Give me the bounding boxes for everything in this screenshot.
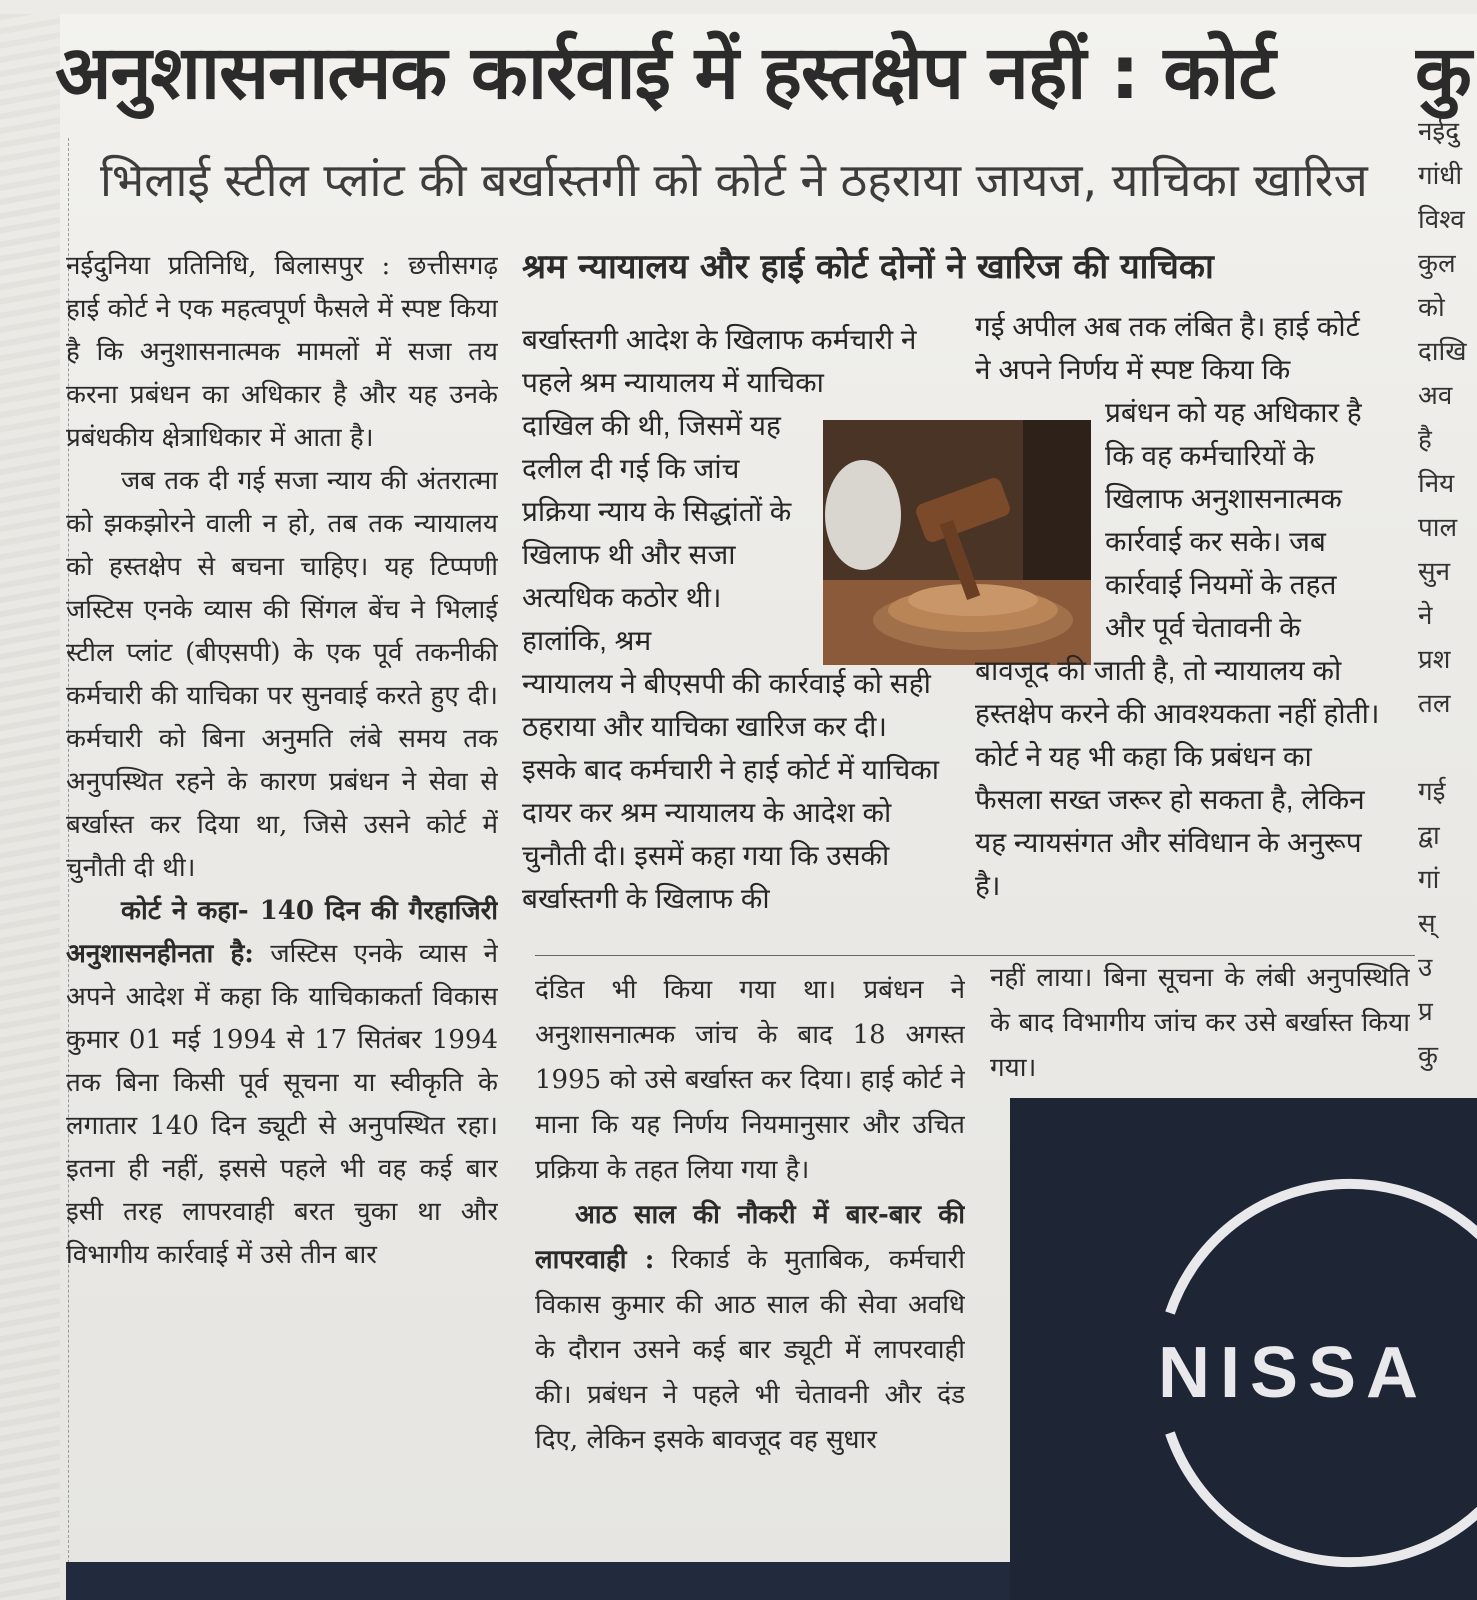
adjacent-line: द्वा <box>1418 821 1440 851</box>
adjacent-line: दाखि <box>1418 337 1467 367</box>
middle-paragraph-2 <box>535 1193 965 1463</box>
adjacent-line: को <box>1418 293 1445 323</box>
box-col1-text-c: न्यायालय ने बीएसपी की कार्रवाई को सही ठहराया और याचिका खारिज कर दी। इसके बाद कर्मचारी ने हाई कोर्ट में याचिका दायर कर श्रम न्यायालय के आदेश को चुनौती दी। इसमें कहा गया कि उसकी बर्खास्तगी के खिलाफ की <box>522 668 940 914</box>
middle-paragraph-2-lead: आठ साल की नौकरी में बार-बार की लापरवाही : <box>535 1200 965 1275</box>
adjacent-line: उ <box>1418 953 1433 983</box>
left-column <box>66 245 498 1565</box>
adjacent-line: विश्व <box>1418 205 1465 235</box>
adjacent-line: गां <box>1418 865 1440 895</box>
nissan-advertisement <box>1010 1098 1477 1600</box>
adjacent-line: ने <box>1418 601 1433 631</box>
article-subheadline: भिलाई स्टील प्लांट की बर्खास्तगी को कोर्ट ने ठहराया जायज, याचिका खारिज <box>100 153 1368 207</box>
adjacent-line: प्र <box>1418 997 1433 1027</box>
adjacent-headline-fragment: कु <box>1415 30 1472 116</box>
adjacent-line: कु <box>1418 1041 1438 1071</box>
box-col1-text-a: बर्खास्तगी आदेश के खिलाफ कर्मचारी ने पहले श्रम न्यायालय में याचिका <box>522 324 917 398</box>
adjacent-line <box>1418 726 1477 770</box>
left-paragraph-3-lead: कोर्ट ने कहा- 140 दिन की गैरहाजिरी अनुशासनहीनता है: <box>66 896 498 969</box>
middle-lower-column <box>535 968 965 1568</box>
adjacent-line: निय <box>1418 469 1455 499</box>
box-col2-text-c: बावजूद की जाती है, तो न्यायालय को हस्तक्षेप करने की आवश्यकता नहीं होती। कोर्ट ने यह भी कहा कि प्रबंधन का फैसला सख्त जरूर हो सकता है, लेकिन यह न्यायसंगत और संविधान के अनुरूप है। <box>975 655 1380 901</box>
adjacent-line: पाल <box>1418 513 1458 543</box>
box-heading: श्रम न्यायालय और हाई कोर्ट दोनों ने खारिज की याचिका <box>522 247 1214 287</box>
paper-wrinkle <box>0 0 60 1600</box>
top-margin-strip <box>0 0 1477 14</box>
box-col1-text-b: दाखिल की थी, जिसमें यह दलील दी गई कि जांच प्रक्रिया न्याय के सिद्धांतों के खिलाफ थी और सजा अत्यधिक कठोर थी। हालांकि, श्रम <box>522 410 792 656</box>
adjacent-line: गांधी <box>1418 161 1463 191</box>
article-headline: अनुशासनात्मक कार्रवाई में हस्तक्षेप नहीं : कोर्ट <box>55 30 1275 116</box>
bottom-ad-strip <box>66 1562 1010 1600</box>
ad-brand-text: NISSA <box>1158 1333 1429 1413</box>
adjacent-line: अव <box>1418 381 1453 411</box>
left-paragraph-1: नईदुनिया प्रतिनिधि, बिलासपुर : छत्तीसगढ़ हाई कोर्ट ने एक महत्वपूर्ण फैसले में स्पष्ट किया है कि अनुशासनात्मक मामलों में सजा तय करना प्रबंधन का अधिकार है और यह उनके प्रबंधकीय क्षेत्राधिकार में आता है। <box>66 251 498 453</box>
adjacent-line: कुल <box>1418 249 1456 279</box>
left-paragraph-3-body: जस्टिस एनके व्यास ने अपने आदेश में कहा कि याचिकाकर्ता विकास कुमार 01 मई 1994 से 17 सितंबर 1994 तक बिना किसी पूर्व सूचना या स्वीकृति के लगातार 140 दिन ड्यूटी से अनुपस्थित रहा। इतना ही नहीं, इससे पहले भी वह कई बार इसी तरह लापरवाही बरत चुका था और विभागीय कार्रवाई में उसे तीन बार <box>66 939 498 1270</box>
adjacent-line: स् <box>1418 909 1436 939</box>
box-col2-text-b: प्रबंधन को यह अधिकार है कि वह कर्मचारियों के खिलाफ अनुशासनात्मक कार्रवाई कर सके। जब कार्रवाई नियमों के तहत और पूर्व चेतावनी के <box>1105 397 1362 643</box>
adjacent-line: तल <box>1418 689 1451 719</box>
middle-paragraph-2-body: रिकार्ड के मुताबिक, कर्मचारी विकास कुमार की आठ साल की सेवा अवधि के दौरान उसने कई बार ड्यूटी में लापरवाही की। प्रबंधन ने पहले भी चेतावनी और दंड दिए, लेकिन इसके बावजूद वह सुधार <box>535 1245 965 1455</box>
box-column-2 <box>975 305 1380 925</box>
right-lower-column <box>990 956 1410 1096</box>
box-col2-text-a: गई अपील अब तक लंबित है। हाई कोर्ट ने अपने निर्णय में स्पष्ट किया कि <box>975 311 1360 385</box>
right-paragraph-1: नहीं लाया। बिना सूचना के लंबी अनुपस्थिति के बाद विभागीय जांच कर उसे बर्खास्त किया गया। <box>990 963 1410 1083</box>
middle-paragraph-1: दंडित भी किया गया था। प्रबंधन ने अनुशासनात्मक जांच के बाद 18 अगस्त 1995 को उसे बर्खास्त कर दिया। हाई कोर्ट ने माना कि यह निर्णय नियमानुसार और उचित प्रक्रिया के तहत लिया गया है। <box>535 975 965 1185</box>
left-paragraph-3 <box>66 890 498 1277</box>
adjacent-line: सुन <box>1418 557 1451 587</box>
adjacent-line: प्रश <box>1418 645 1451 675</box>
adjacent-line: है <box>1418 425 1432 455</box>
left-paragraph-2: जब तक दी गई सजा न्याय की अंतरात्मा को झकझोरने वाली न हो, तब तक न्यायालय को हस्तक्षेप से बचना चाहिए। यह टिप्पणी जस्टिस एनके व्यास की सिंगल बेंच ने भिलाई स्टील प्लांट (बीएसपी) के एक पूर्व तकनीकी कर्मचारी की याचिका पर सुनवाई करते हुए दी। कर्मचारी को बिना अनुमति लंबे समय तक अनुपस्थित रहने के कारण प्रबंधन ने सेवा से बर्खास्त कर दिया था, जिसे उसने कोर्ट में चुनौती दी थी। <box>66 466 498 883</box>
adjacent-line: नईदु <box>1418 117 1460 147</box>
adjacent-article-column <box>1418 110 1477 1110</box>
adjacent-line: गई <box>1418 777 1446 807</box>
